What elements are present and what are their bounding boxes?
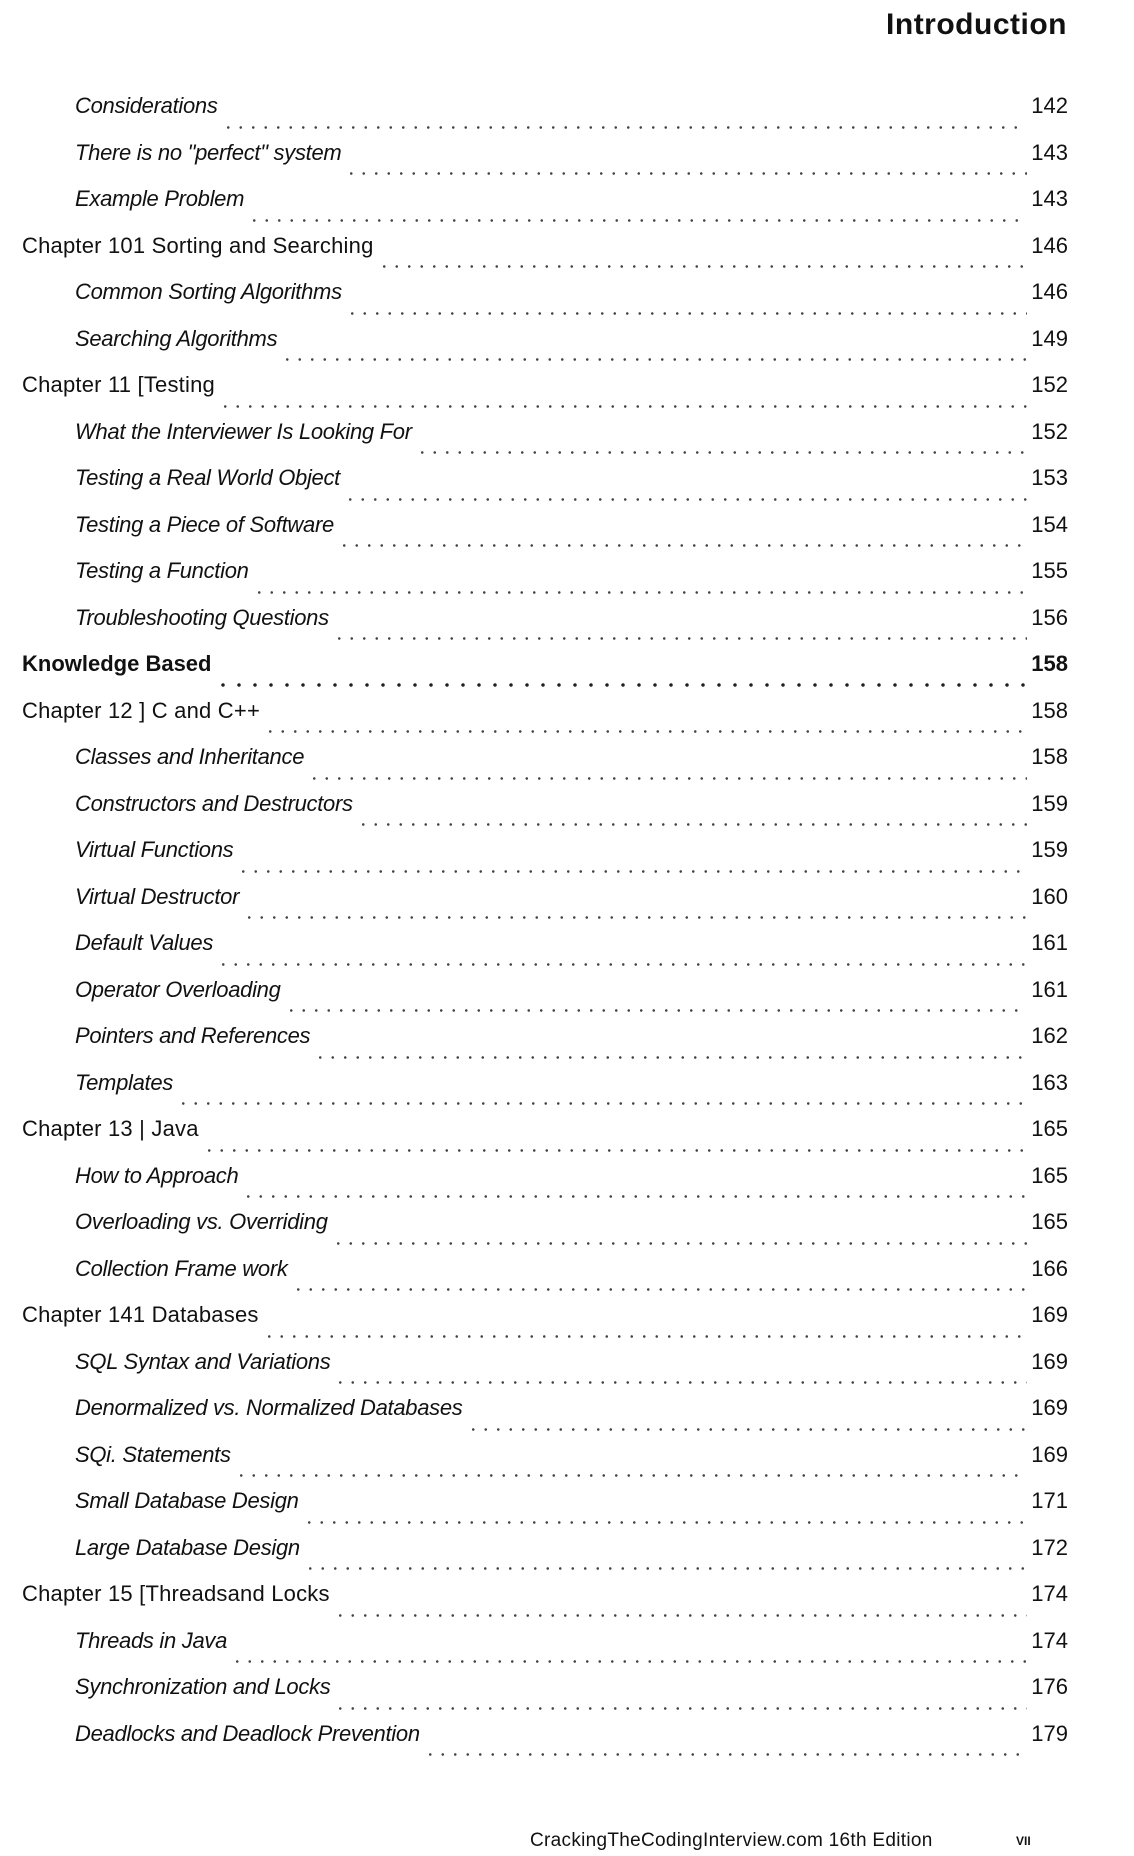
toc-entry-sub[interactable] (22, 1533, 1068, 1580)
dot-leader (334, 1614, 1028, 1617)
dot-leader (263, 1335, 1028, 1338)
toc-entry-page: 158 (1031, 744, 1068, 769)
toc-entry-page: 153 (1031, 465, 1068, 490)
page-number: VII (1016, 1834, 1031, 1848)
toc-entry-chapter[interactable] (22, 696, 1068, 743)
dot-leader (217, 963, 1027, 966)
toc-entry-title: How to Approach (75, 1162, 239, 1188)
dot-leader (333, 637, 1027, 640)
toc-entry-title: Considerations (75, 93, 218, 118)
toc-entry-page: 152 (1031, 418, 1068, 444)
toc-entry-title: Chapter 11 [Testing (22, 372, 215, 397)
toc-entry-sub[interactable] (22, 1207, 1068, 1254)
dot-leader (334, 1381, 1027, 1384)
dot-leader (303, 1521, 1028, 1524)
toc-entry-page: 169 (1031, 1302, 1068, 1327)
dot-leader (304, 1567, 1027, 1570)
dot-leader (332, 1242, 1028, 1245)
toc-entry-page: 152 (1031, 372, 1068, 397)
toc-entry-sub[interactable] (22, 1393, 1068, 1440)
toc-entry-title: What the Interviewer Is Looking For (75, 418, 412, 444)
toc-entry-sub[interactable] (22, 928, 1068, 975)
dot-leader (285, 1009, 1028, 1012)
toc-entry-title: Chapter 15 [Threadsand Locks (22, 1581, 330, 1606)
toc-entry-title: Common Sorting Algorithms (75, 279, 342, 304)
toc-entry-title: Default Values (75, 930, 214, 955)
dot-leader (264, 730, 1027, 733)
toc-entry-title: Testing a Function (75, 558, 249, 583)
table-of-contents (22, 91, 1068, 1765)
toc-entry-sub[interactable] (22, 1672, 1068, 1719)
toc-entry-title: Threads in Java (75, 1627, 228, 1653)
toc-entry-page: 169 (1031, 1395, 1068, 1420)
toc-entry-sub[interactable] (22, 463, 1068, 510)
toc-entry-title: Deadlocks and Deadlock Prevention (75, 1720, 420, 1746)
dot-leader (346, 312, 1028, 315)
dot-leader (237, 870, 1027, 873)
toc-entry-chapter[interactable] (22, 231, 1068, 278)
toc-entry-page: 155 (1031, 558, 1068, 583)
toc-entry-title: Denormalized vs. Normalized Databases (75, 1395, 463, 1420)
toc-entry-title: Large Database Design (75, 1534, 300, 1560)
toc-entry-sub[interactable] (22, 603, 1068, 650)
dot-leader (219, 405, 1027, 408)
toc-entry-title: Chapter 141 Databases (22, 1302, 259, 1327)
dot-leader (416, 451, 1028, 454)
toc-entry-page: 162 (1031, 1023, 1068, 1048)
toc-entry-page: 176 (1031, 1674, 1068, 1699)
dot-leader (253, 591, 1028, 594)
toc-entry-sub[interactable] (22, 1486, 1068, 1533)
toc-entry-title: Templates (75, 1069, 173, 1095)
dot-leader (314, 1056, 1027, 1059)
toc-entry-sub[interactable] (22, 1161, 1068, 1208)
toc-entry-page: 142 (1031, 93, 1068, 118)
toc-entry-title: Constructors and Destructors (75, 790, 353, 816)
toc-entry-page: 146 (1031, 279, 1068, 304)
toc-entry-sub[interactable] (22, 138, 1068, 185)
toc-entry-sub[interactable] (22, 1347, 1068, 1394)
dot-leader (338, 544, 1027, 547)
dot-leader (424, 1753, 1028, 1756)
dot-leader (344, 498, 1027, 501)
toc-entry-title: Virtual Destructor (75, 883, 240, 909)
dot-leader (378, 265, 1028, 268)
toc-entry-chapter[interactable] (22, 1579, 1068, 1626)
toc-entry-page: 165 (1031, 1209, 1068, 1234)
toc-entry-title: Chapter 13 | Java (22, 1116, 199, 1141)
dot-leader (248, 219, 1027, 222)
toc-entry-page: 166 (1031, 1255, 1068, 1281)
toc-entry-page: 161 (1031, 976, 1068, 1002)
toc-entry-title: Knowledge Based (22, 651, 212, 676)
toc-entry-title: Chapter 12 ] C and C++ (22, 697, 260, 723)
toc-entry-page: 146 (1031, 232, 1068, 258)
toc-entry-page: 159 (1031, 837, 1068, 862)
toc-entry-page: 159 (1031, 790, 1068, 816)
toc-entry-page: 165 (1031, 1116, 1068, 1141)
toc-entry-page: 154 (1031, 511, 1068, 537)
toc-entry-page: 149 (1031, 325, 1068, 351)
toc-entry-page: 158 (1031, 651, 1068, 676)
toc-entry-chapter[interactable] (22, 370, 1068, 417)
toc-entry-title: Operator Overloading (75, 976, 281, 1002)
dot-leader (215, 683, 1027, 687)
toc-entry-sub[interactable] (22, 1254, 1068, 1301)
toc-entry-chapter[interactable] (22, 1114, 1068, 1161)
toc-entry-page: 169 (1031, 1441, 1068, 1467)
toc-entry-sub[interactable] (22, 324, 1068, 371)
toc-entry-title: Testing a Piece of Software (75, 511, 334, 537)
toc-entry-page: 158 (1031, 697, 1068, 723)
toc-entry-page: 174 (1031, 1581, 1068, 1606)
toc-entry-sub[interactable] (22, 1626, 1068, 1673)
toc-entry-title: There is no "perfect" system (75, 139, 342, 165)
dot-leader (357, 823, 1028, 826)
toc-entry-sub[interactable] (22, 417, 1068, 464)
toc-entry-sub[interactable] (22, 510, 1068, 557)
dot-leader (177, 1102, 1027, 1105)
toc-entry-page: 161 (1031, 930, 1068, 955)
dot-leader (281, 358, 1027, 361)
toc-entry-title: Collection Frame work (75, 1255, 288, 1281)
toc-entry-sub[interactable] (22, 1068, 1068, 1115)
toc-entry-page: 163 (1031, 1069, 1068, 1095)
page-title: Introduction (886, 8, 1067, 41)
toc-entry-title: Overloading vs. Overriding (75, 1209, 328, 1234)
toc-entry-page: 172 (1031, 1534, 1068, 1560)
toc-entry-title: Pointers and References (75, 1023, 311, 1048)
dot-leader (334, 1707, 1027, 1710)
toc-entry-sub[interactable] (22, 1440, 1068, 1487)
toc-entry-page: 169 (1031, 1348, 1068, 1374)
toc-entry-page: 156 (1031, 604, 1068, 630)
toc-entry-page: 171 (1031, 1488, 1068, 1513)
dot-leader (203, 1149, 1028, 1152)
toc-entry-page: 143 (1031, 139, 1068, 165)
toc-entry-page: 165 (1031, 1162, 1068, 1188)
dot-leader (345, 172, 1027, 175)
toc-entry-sub[interactable] (22, 91, 1068, 138)
toc-entry-sub[interactable] (22, 1719, 1068, 1766)
toc-entry-title: Synchronization and Locks (75, 1674, 331, 1699)
dot-leader (243, 916, 1027, 919)
toc-entry-sub[interactable] (22, 184, 1068, 231)
toc-entry-sub[interactable] (22, 882, 1068, 929)
toc-entry-title: Virtual Functions (75, 837, 234, 862)
toc-entry-title: Small Database Design (75, 1488, 299, 1513)
footer-text: CrackingTheCodingInterview.com 16th Edition (530, 1830, 933, 1851)
dot-leader (235, 1474, 1028, 1477)
toc-entry-sub[interactable] (22, 742, 1068, 789)
toc-entry-part[interactable] (22, 649, 1068, 696)
toc-entry-chapter[interactable] (22, 1300, 1068, 1347)
toc-entry-title: SQL Syntax and Variations (75, 1348, 331, 1374)
toc-entry-sub[interactable] (22, 1021, 1068, 1068)
toc-entry-title: Testing a Real World Object (75, 465, 340, 490)
toc-entry-page: 174 (1031, 1627, 1068, 1653)
toc-entry-title: Chapter 101 Sorting and Searching (22, 232, 374, 258)
dot-leader (231, 1660, 1027, 1663)
toc-entry-sub[interactable] (22, 789, 1068, 836)
toc-entry-page: 179 (1031, 1720, 1068, 1746)
toc-entry-title: Searching Algorithms (75, 325, 278, 351)
dot-leader (467, 1428, 1028, 1431)
toc-entry-page: 160 (1031, 883, 1068, 909)
toc-entry-title: SQi. Statements (75, 1441, 231, 1467)
toc-entry-sub[interactable] (22, 277, 1068, 324)
toc-entry-sub[interactable] (22, 975, 1068, 1022)
toc-entry-sub[interactable] (22, 835, 1068, 882)
dot-leader (222, 126, 1028, 129)
toc-entry-title: Troubleshooting Questions (75, 604, 329, 630)
dot-leader (308, 777, 1027, 780)
dot-leader (242, 1195, 1027, 1198)
dot-leader (292, 1288, 1028, 1291)
toc-entry-page: 143 (1031, 186, 1068, 211)
toc-entry-sub[interactable] (22, 556, 1068, 603)
toc-entry-title: Example Problem (75, 186, 245, 211)
toc-entry-title: Classes and Inheritance (75, 744, 305, 769)
